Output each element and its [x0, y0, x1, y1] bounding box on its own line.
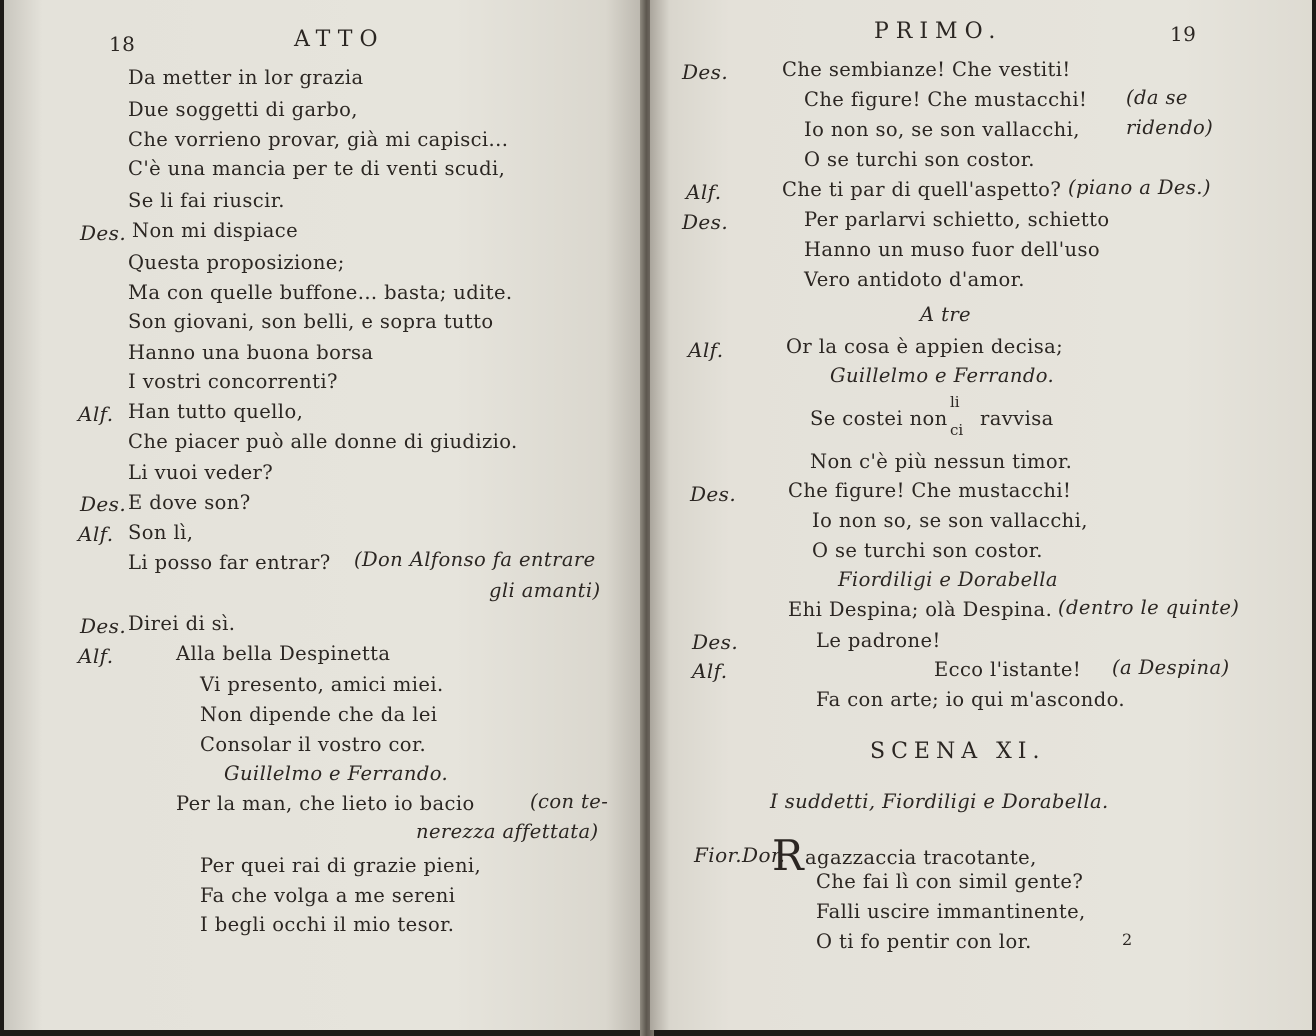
verse-line: O se turchi son costor.	[812, 539, 1043, 562]
verse-line: Ecco l'istante!	[934, 658, 1082, 681]
verse-line: O se turchi son costor.	[804, 148, 1035, 171]
verse-line: Ma con quelle buffone... basta; udite.	[128, 281, 513, 304]
verse-line: Ehi Despina; olà Despina.	[788, 598, 1053, 621]
verse-line: Direi di sì.	[128, 612, 236, 635]
verse-line: Per quei rai di grazie pieni,	[200, 854, 482, 877]
stage-direction: nerezza affettata)	[416, 820, 599, 843]
speaker-label: Alf.	[688, 338, 724, 362]
speaker-label: Alf.	[78, 402, 114, 426]
verse-line: Son lì,	[128, 521, 194, 544]
speaker-label: Des.	[80, 614, 127, 638]
signature-mark: 2	[1122, 930, 1133, 949]
verse-line: Che vorrieno provar, già mi capisci...	[128, 128, 509, 151]
stage-direction: (dentro le quinte)	[1058, 596, 1240, 619]
verse-line: Fa con arte; io qui m'ascondo.	[816, 688, 1125, 711]
verse-line: Per parlarvi schietto, schietto	[804, 208, 1110, 231]
verse-line: Vero antidoto d'amor.	[804, 268, 1025, 291]
verse-line: Le padrone!	[816, 629, 941, 652]
verse-line: Io non so, se son vallacchi,	[804, 118, 1080, 141]
verse-line: I begli occhi il mio tesor.	[200, 913, 455, 936]
speaker-label: Des.	[80, 492, 127, 516]
page-number: 19	[1170, 22, 1197, 46]
ensemble-marking: A tre	[920, 303, 971, 326]
running-head: PRIMO.	[874, 19, 1003, 44]
speaker-label: Des.	[682, 60, 729, 84]
speaker-label: Fior.Dor.	[694, 843, 786, 867]
verse-line: Che figure! Che mustacchi!	[788, 479, 1072, 502]
left-page	[4, 0, 644, 1030]
character-names: Fiordiligi e Dorabella	[838, 568, 1058, 591]
verse-line: Per la man, che lieto io bacio	[176, 792, 475, 815]
verse-line: Han tutto quello,	[128, 400, 304, 423]
verse-line: Questa proposizione;	[128, 251, 345, 274]
speaker-label: Des.	[690, 482, 737, 506]
running-head: ATTO	[294, 27, 385, 52]
variant-reading-lower: ci	[950, 421, 964, 439]
verse-line: agazzaccia tracotante,	[805, 846, 1037, 869]
stage-direction: (a Despina)	[1112, 656, 1230, 679]
verse-line: Vi presento, amici miei.	[200, 673, 444, 696]
speaker-label: Des.	[692, 630, 739, 654]
verse-line: Li posso far entrar?	[128, 551, 331, 574]
verse-line: O ti fo pentir con lor.	[816, 930, 1032, 953]
scene-title: SCENA XI.	[870, 739, 1046, 764]
stage-direction: (Don Alfonso fa entrare	[354, 548, 596, 571]
verse-line: Hanno una buona borsa	[128, 341, 374, 364]
verse-line: Hanno un muso fuor dell'uso	[804, 238, 1100, 261]
verse-line: Due soggetti di garbo,	[128, 98, 358, 121]
character-names: Guillelmo e Ferrando.	[830, 364, 1055, 387]
stage-direction: (da se	[1126, 86, 1188, 109]
verse-line: Che fai lì con simil gente?	[816, 870, 1084, 893]
page-number: 18	[109, 32, 136, 56]
speaker-label: Alf.	[78, 644, 114, 668]
verse-line: Consolar il vostro cor.	[200, 733, 427, 756]
speaker-label: Alf.	[686, 180, 722, 204]
verse-line: Li vuoi veder?	[128, 461, 274, 484]
character-names: Guillelmo e Ferrando.	[224, 762, 449, 785]
verse-line: Falli uscire immantinente,	[816, 900, 1086, 923]
verse-line: Che piacer può alle donne di giudizio.	[128, 430, 518, 453]
verse-line: Non dipende che da lei	[200, 703, 438, 726]
stage-direction: (con te-	[530, 790, 609, 813]
verse-line: Or la cosa è appien decisa;	[786, 335, 1064, 358]
speaker-label: Alf.	[692, 659, 728, 683]
drop-cap: R	[772, 831, 805, 880]
verse-line: Che figure! Che mustacchi!	[804, 88, 1088, 111]
verse-line: I vostri concorrenti?	[128, 370, 338, 393]
verse-line: Se costei non	[810, 407, 948, 430]
verse-line: C'è una mancia per te di venti scudi,	[128, 157, 506, 180]
speaker-label: Des.	[682, 210, 729, 234]
verse-line: E dove son?	[128, 491, 251, 514]
stage-direction: gli amanti)	[489, 579, 601, 602]
verse-line: Che sembianze! Che vestiti!	[782, 58, 1071, 81]
right-page	[650, 0, 1312, 1030]
verse-line: Alla bella Despinetta	[176, 642, 391, 665]
verse-line: Da metter in lor grazia	[128, 66, 364, 89]
verse-line: Non c'è più nessun timor.	[810, 450, 1073, 473]
stage-direction: (piano a Des.)	[1068, 176, 1211, 199]
verse-line: Fa che volga a me sereni	[200, 884, 456, 907]
verse-line: ravvisa	[980, 407, 1054, 430]
speaker-label: Des.	[80, 221, 127, 245]
variant-reading-upper: li	[950, 393, 960, 411]
verse-line: Io non so, se son vallacchi,	[812, 509, 1088, 532]
verse-line: Non mi dispiace	[132, 219, 299, 242]
verse-line: Che ti par di quell'aspetto?	[782, 178, 1062, 201]
speaker-label: Alf.	[78, 522, 114, 546]
verse-line: Se li fai riuscir.	[128, 189, 285, 212]
stage-direction: ridendo)	[1126, 116, 1214, 139]
verse-line: Son giovani, son belli, e sopra tutto	[128, 310, 494, 333]
scene-characters: I suddetti, Fiordiligi e Dorabella.	[770, 790, 1109, 813]
